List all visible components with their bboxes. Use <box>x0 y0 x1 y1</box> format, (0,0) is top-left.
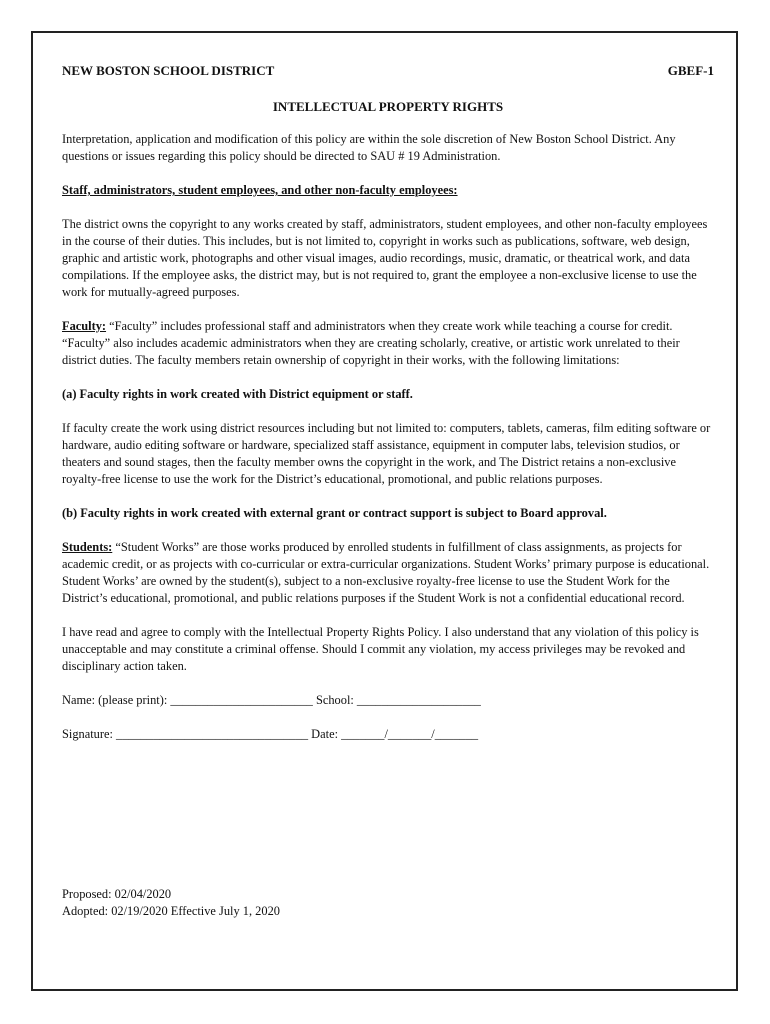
students-label: Students: <box>62 540 113 554</box>
signature-date-line: Signature: _______________________________ Date: _______/_______/_______ <box>62 727 479 741</box>
adopted-date: Adopted: 02/19/2020 Effective July 1, 2020 <box>62 904 280 918</box>
intro-paragraph: Interpretation, application and modification of this policy are within the sole discretion of New Boston School District. Any questions or issues regarding this policy should be directed to SAU # 19 Administration. <box>62 132 676 163</box>
faculty-label: Faculty: <box>62 319 107 333</box>
document-header <box>62 62 714 79</box>
staff-heading: Staff, administrators, student employees, and other non-faculty employees: <box>62 183 458 197</box>
policy-code: GBEF-1 <box>667 63 714 78</box>
students-body: “Student Works” are those works produced by enrolled students in fulfillment of class assignments, as projects for academic credit, or as projects with co-curricular or extra-curricular organizations. Student Works’ primary purpose is educational. Student Works’ are owned by the student(s), subject to a non-exclusive royalty-free license to use the Student Work for the District’s educational, promotional, and public relations purposes if the Student Work is not a confidential educational record. <box>62 540 710 605</box>
document-title: INTELLECTUAL PROPERTY RIGHTS <box>272 99 504 114</box>
policy-document <box>62 62 714 743</box>
faculty-body: “Faculty” includes professional staff and administrators when they create work while teaching a course for credit. “Faculty” also includes academic administrators when they are creating scholarly, creative, or artistic work unrelated to their district duties. The faculty members retain ownership of copyright in their works, with the following limitations: <box>62 319 680 367</box>
district-name: NEW BOSTON SCHOOL DISTRICT <box>62 63 275 78</box>
faculty-b-heading: (b) Faculty rights in work created with external grant or contract support is subject to Board approval. <box>62 506 607 520</box>
agreement-paragraph: I have read and agree to comply with the Intellectual Property Rights Policy. I also understand that any violation of this policy is unacceptable and may constitute a criminal offense. Should I commit any violation, my access privileges may be revoked and disciplinary action taken. <box>62 625 699 673</box>
proposed-date: Proposed: 02/04/2020 <box>62 887 172 901</box>
document-footer <box>62 886 280 920</box>
staff-paragraph: The district owns the copyright to any works created by staff, administrators, student employees, and other non-faculty employees in the course of their duties. This includes, but is not limited to, copyright in works such as publications, software, web design, graphic and artistic work, photographs and other visual images, audio recordings, music, dramatic, or theatrical work, and data compilations. If the employee asks, the district may, but is not required to, grant the employee a non-exclusive license to use the work for mutually-agreed purposes. <box>62 217 708 299</box>
name-school-line: Name: (please print): _______________________ School: ____________________ <box>62 693 481 707</box>
faculty-a-heading: (a) Faculty rights in work created with District equipment or staff. <box>62 387 413 401</box>
faculty-paragraph <box>62 318 714 369</box>
faculty-a-paragraph: If faculty create the work using district resources including but not limited to: computers, tablets, cameras, film editing software or hardware, audio editing software or hardware, specialized staff assistance, equipment in computer labs, television studios, or theaters and sound stages, then the faculty member owns the copyright in the work, and The District retains a non-exclusive royalty-free license to use the work for the District’s educational, promotional, and public relations purposes. <box>62 421 711 486</box>
students-paragraph <box>62 539 714 607</box>
